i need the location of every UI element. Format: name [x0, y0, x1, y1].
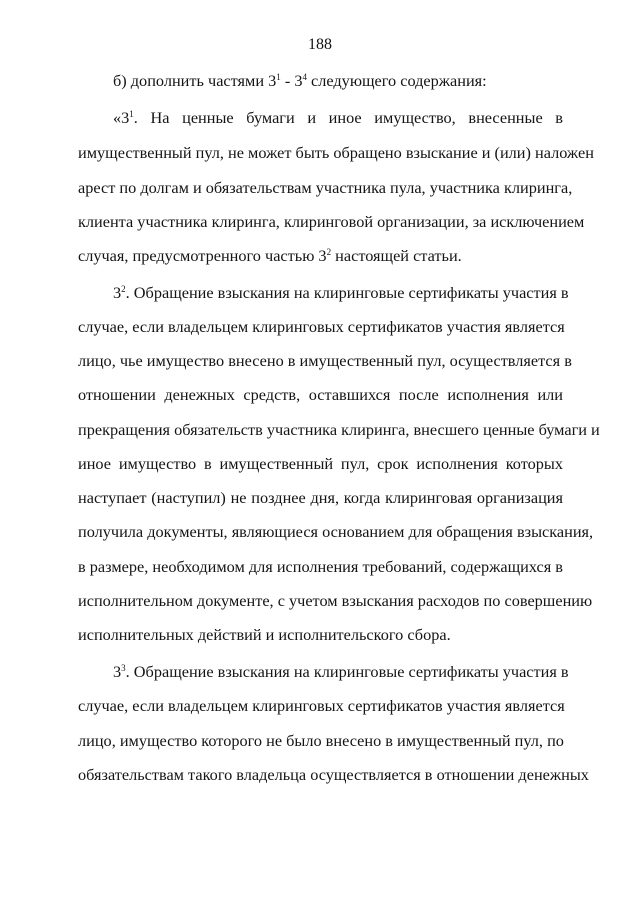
text-line: исполнительных действий и исполнительского сбора.: [78, 625, 451, 644]
text-line: имущественный пул, не может быть обращено взыскание и (или) наложен: [78, 143, 594, 162]
text-line: клиента участника клиринга, клиринговой организации, за исключением: [78, 212, 585, 231]
text-line: случая, предусмотренного частью $3^2$ настоящей статьи.: [78, 246, 462, 265]
text-line: наступает (наступил) не позднее дня, когда клиринговая организация: [78, 488, 563, 507]
text-line: $3^3$. Обращение взыскания на клиринговые сертификаты участия в: [113, 662, 569, 681]
text-line: $3^2$. Обращение взыскания на клиринговые сертификаты участия в: [113, 283, 569, 302]
text-line: отношении денежных средств, оставшихся после исполнения или: [78, 385, 563, 404]
text-line: иное имущество в имущественный пул, срок исполнения которых: [78, 454, 563, 473]
text-line: б) дополнить частями $3^1 - 3^4$ следующего содержания:: [113, 71, 487, 90]
text-line: в размере, необходимом для исполнения требований, содержащихся в: [78, 557, 563, 576]
text-line: лицо, чье имущество внесено в имущественный пул, осуществляется в: [78, 351, 572, 370]
text-line: лицо, имущество которого не было внесено в имущественный пул, по: [78, 731, 564, 750]
text-line: прекращения обязательств участника клиринга, внесшего ценные бумаги и: [78, 420, 600, 439]
text-line: обязательствам такого владельца осуществляется в отношении денежных: [78, 765, 589, 784]
text-line: исполнительном документе, с учетом взыскания расходов по совершению: [78, 591, 593, 610]
text-line: получила документы, являющиеся основанием для обращения взыскания,: [78, 522, 594, 541]
text-line: «$3^1$. На ценные бумаги и иное имущество, внесенные в: [113, 108, 563, 127]
text-line: случае, если владельцем клиринговых сертификатов участия является: [78, 696, 565, 715]
page-number: 188: [308, 36, 332, 53]
text-line: арест по долгам и обязательствам участника пула, участника клиринга,: [78, 178, 573, 197]
text-line: случае, если владельцем клиринговых сертификатов участия является: [78, 317, 565, 336]
